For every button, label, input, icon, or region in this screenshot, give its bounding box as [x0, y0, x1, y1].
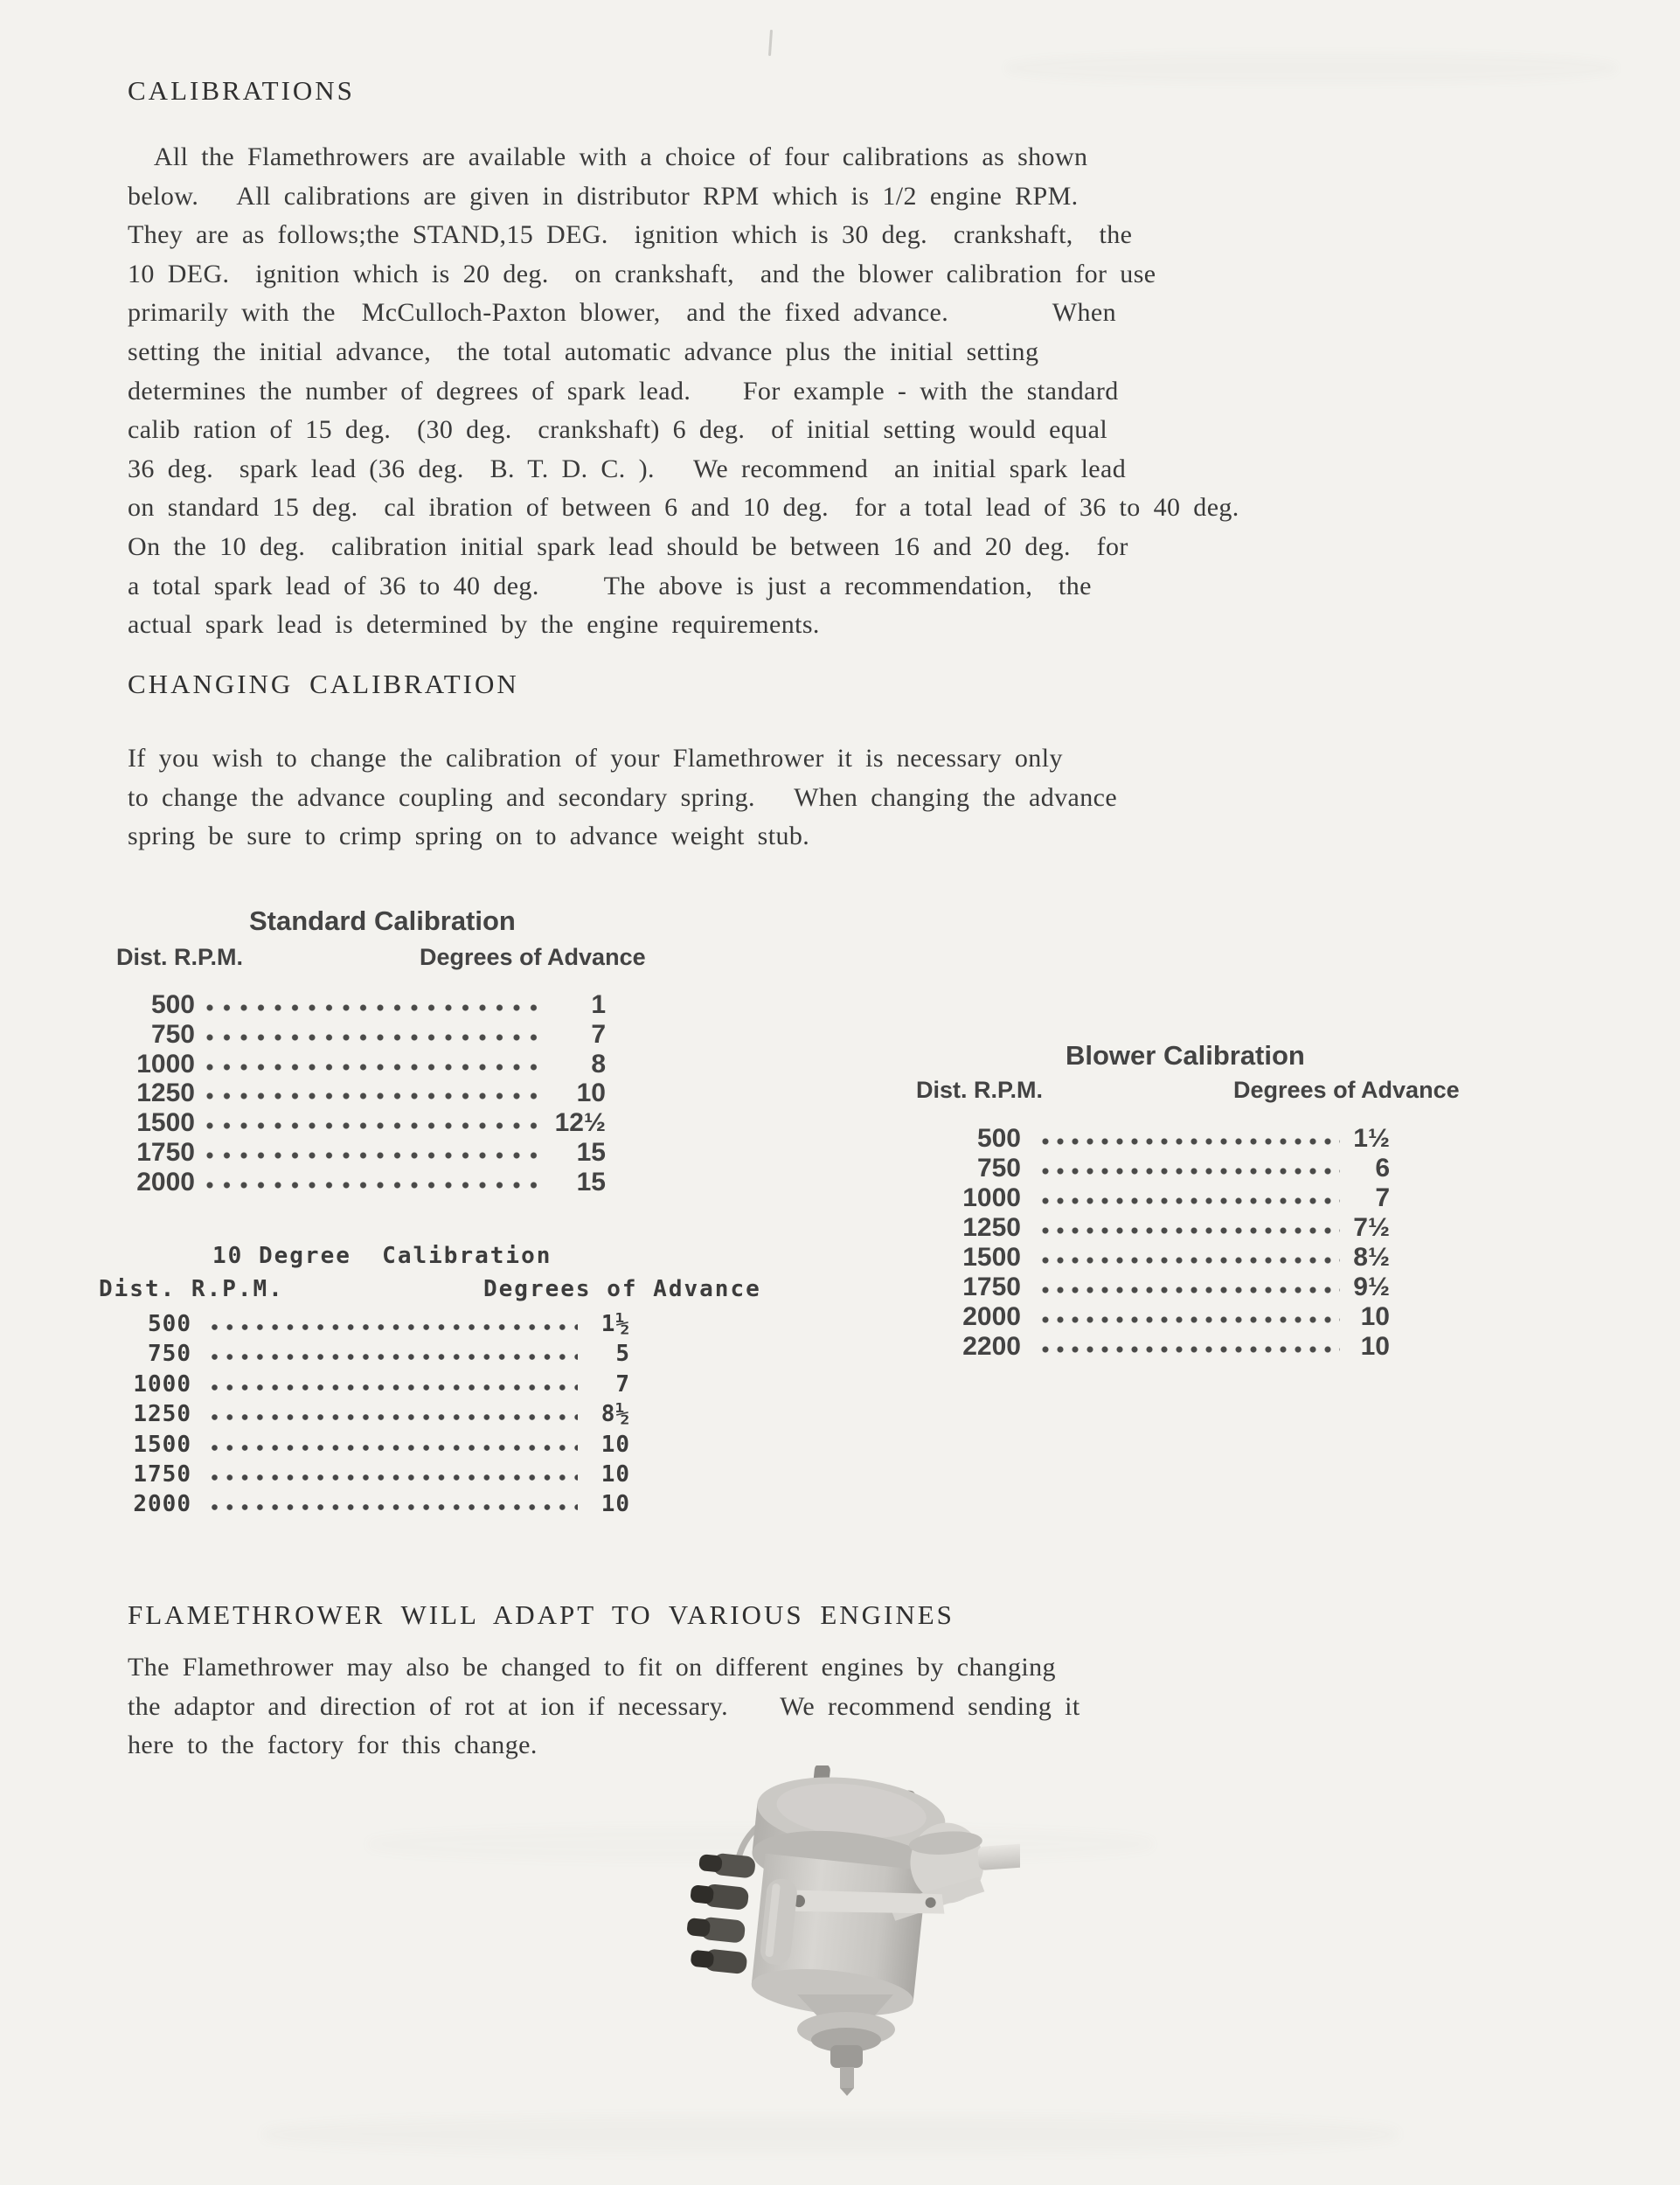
column-header-advance: Degrees of Advance: [1233, 1077, 1460, 1103]
advance-value: 9½: [1353, 1273, 1390, 1301]
paragraph-adapt-engines: The Flamethrower may also be changed to fit on different engines by changing the adaptor and direction of rot at ion if necessary. We recommend sending it here to the factory for this change.: [128, 1653, 1080, 1760]
advance-value: 10: [576, 1079, 606, 1108]
advance-value: 1: [591, 990, 606, 1019]
rpm-value: 750: [148, 1341, 191, 1368]
dot-leader: [205, 1092, 539, 1101]
table-rows: [116, 990, 641, 1197]
section-heading-changing-calibration: CHANGING CALIBRATION: [128, 669, 519, 699]
rpm-value: 1000: [133, 1370, 191, 1398]
advance-value: 1½: [1353, 1124, 1390, 1153]
table-row: [116, 990, 641, 1020]
rpm-value: 2000: [962, 1302, 1021, 1331]
table-row: [99, 1339, 658, 1369]
table-row: [916, 1124, 1484, 1154]
rpm-value: 1500: [136, 1108, 195, 1138]
dot-leader: [211, 1323, 578, 1333]
spark-terminals: [684, 1850, 758, 1974]
advance-value: 7: [591, 1019, 606, 1049]
table-rows: [916, 1124, 1484, 1362]
table-row: [116, 1050, 641, 1079]
dot-leader: [1041, 1315, 1340, 1325]
dot-leader: [1041, 1137, 1340, 1147]
rpm-value: 500: [148, 1311, 191, 1337]
dot-leader: [1041, 1226, 1340, 1236]
rpm-value: 1750: [136, 1137, 195, 1167]
rpm-value: 500: [976, 1124, 1021, 1153]
table-row: [99, 1399, 658, 1429]
advance-value: 6: [1375, 1154, 1390, 1183]
rpm-value: 1250: [136, 1079, 195, 1108]
scan-artifact: [262, 2115, 1399, 2154]
table-title: Standard Calibration: [249, 905, 516, 936]
table-row: [916, 1183, 1484, 1213]
table-row: [99, 1309, 658, 1339]
advance-value: 12½: [554, 1108, 606, 1138]
section-heading-calibrations: CALIBRATIONS: [128, 75, 355, 106]
rpm-value: 2200: [962, 1332, 1021, 1361]
dot-leader: [205, 1033, 539, 1043]
rpm-value: 1750: [133, 1460, 191, 1488]
ten-degree-calibration-table: [99, 1243, 761, 1520]
table-header: [99, 1276, 761, 1304]
blower-calibration-table: [916, 1040, 1484, 1362]
rpm-value: 1250: [133, 1401, 191, 1428]
rpm-value: 750: [976, 1154, 1021, 1183]
table-title: Blower Calibration: [1066, 1040, 1305, 1071]
scan-artifact: [1005, 52, 1617, 84]
table-row: [99, 1460, 658, 1489]
dot-leader: [1041, 1197, 1340, 1206]
section-heading-adapt-engines: FLAMETHROWER WILL ADAPT TO VARIOUS ENGINES: [128, 1599, 955, 1630]
rpm-value: 750: [150, 1019, 195, 1049]
dot-leader: [211, 1413, 578, 1423]
drive-collar: [830, 2045, 863, 2068]
column-header-rpm: Dist. R.P.M.: [99, 1276, 284, 1302]
dot-leader: [211, 1384, 578, 1393]
rpm-value: 1500: [962, 1243, 1021, 1272]
dot-leader: [205, 1063, 539, 1072]
dot-leader: [1041, 1286, 1340, 1295]
rpm-value: 1000: [136, 1049, 195, 1079]
column-header-rpm: Dist. R.P.M.: [916, 1077, 1044, 1103]
advance-value: 15: [576, 1137, 606, 1167]
table-rows: [99, 1309, 658, 1520]
table-row: [99, 1430, 658, 1460]
column-header-advance: Degrees of Advance: [483, 1276, 761, 1302]
advance-value: 15: [576, 1167, 606, 1197]
dot-leader: [205, 1181, 539, 1190]
rpm-value: 1750: [962, 1273, 1021, 1301]
paragraph-calibrations: All the Flamethrowers are available with a choice of four calibrations as shown below. All calibrations are given in distributor RPM which is 1/2 engine RPM. They are as follows;the STAND,15 DEG. ignition which is 30 deg. crankshaft, the 10 DEG. ignition which is 20 deg. on crankshaft, and the blower calibration for use primarily with the McCulloch-Paxton blower, and the fixed advance. When setting the initial advance, the total automatic advance plus the initial setting determines the number of degrees of spark lead. For example - with the standard calib ration of 15 deg. (30 deg. crankshaft) 6 deg. of initial setting would equal 36 deg. spark lead (36 deg. B. T. D. C. ). We recommend an initial spark lead on standard 15 deg. cal ibration of between 6 and 10 deg. for a total lead of 36 to 40 deg. On the 10 deg. calibration initial spark lead should be between 16 and 20 deg. for a total spark lead of 36 to 40 deg. The above is just a recommendation, the actual spark lead is determined by the engine requirements.: [128, 142, 1239, 640]
advance-value: 10: [1360, 1302, 1390, 1331]
drive-shaft: [840, 2067, 854, 2088]
advance-value: 7: [615, 1370, 630, 1398]
table-row: [916, 1302, 1484, 1332]
advance-value: 7½: [1353, 1213, 1390, 1242]
advance-value: 5: [615, 1341, 630, 1368]
table-row: [916, 1154, 1484, 1183]
table-header: [916, 1077, 1484, 1105]
advance-value: 10: [600, 1460, 630, 1488]
column-header-advance: Degrees of Advance: [420, 944, 646, 970]
table-row: [916, 1332, 1484, 1362]
table-row: [116, 1020, 641, 1050]
column-header-rpm: Dist. R.P.M.: [116, 944, 244, 970]
standard-calibration-table: [116, 905, 646, 1197]
table-row: [116, 1079, 641, 1108]
rpm-value: 500: [150, 990, 195, 1019]
dot-leader: [211, 1503, 578, 1513]
dot-leader: [205, 1121, 539, 1131]
dot-leader: [205, 1003, 539, 1013]
dot-leader: [211, 1444, 578, 1453]
dot-leader: [1041, 1256, 1340, 1266]
advance-value: 10: [600, 1431, 630, 1458]
advance-value: 1½: [600, 1311, 630, 1337]
advance-value: 10: [600, 1491, 630, 1518]
scan-artifact: [768, 30, 773, 56]
advance-value: 10: [1360, 1332, 1390, 1361]
table-row: [116, 1108, 641, 1138]
table-row: [116, 1138, 641, 1168]
dot-leader: [205, 1151, 539, 1161]
advance-value: 8½: [1353, 1243, 1390, 1272]
rpm-value: 1000: [962, 1183, 1021, 1212]
table-row: [916, 1213, 1484, 1243]
distributor-photo: [684, 1765, 1020, 2096]
table-row: [99, 1489, 658, 1519]
rpm-value: 2000: [136, 1167, 195, 1197]
rpm-value: 2000: [133, 1491, 191, 1518]
table-header: [116, 944, 646, 972]
paragraph-changing-calibration: If you wish to change the calibration of your Flamethrower it is necessary only to change the advance coupling and secondary spring. When changing the advance spring be sure to crimp spring on to advance weight stub.: [128, 744, 1118, 851]
shaft-tip: [840, 2088, 854, 2096]
dot-leader: [211, 1474, 578, 1483]
table-row: [99, 1370, 658, 1399]
advance-value: 8½: [600, 1401, 630, 1428]
table-row: [116, 1168, 641, 1197]
dot-leader: [1041, 1345, 1340, 1355]
advance-value: 8: [591, 1049, 606, 1079]
rpm-value: 1500: [133, 1431, 191, 1458]
advance-value: 7: [1375, 1183, 1390, 1212]
table-row: [916, 1243, 1484, 1273]
dot-leader: [1041, 1167, 1340, 1176]
table-row: [916, 1273, 1484, 1302]
table-title: 10 Degree Calibration: [212, 1243, 552, 1269]
rpm-value: 1250: [962, 1213, 1021, 1242]
dot-leader: [211, 1353, 578, 1363]
